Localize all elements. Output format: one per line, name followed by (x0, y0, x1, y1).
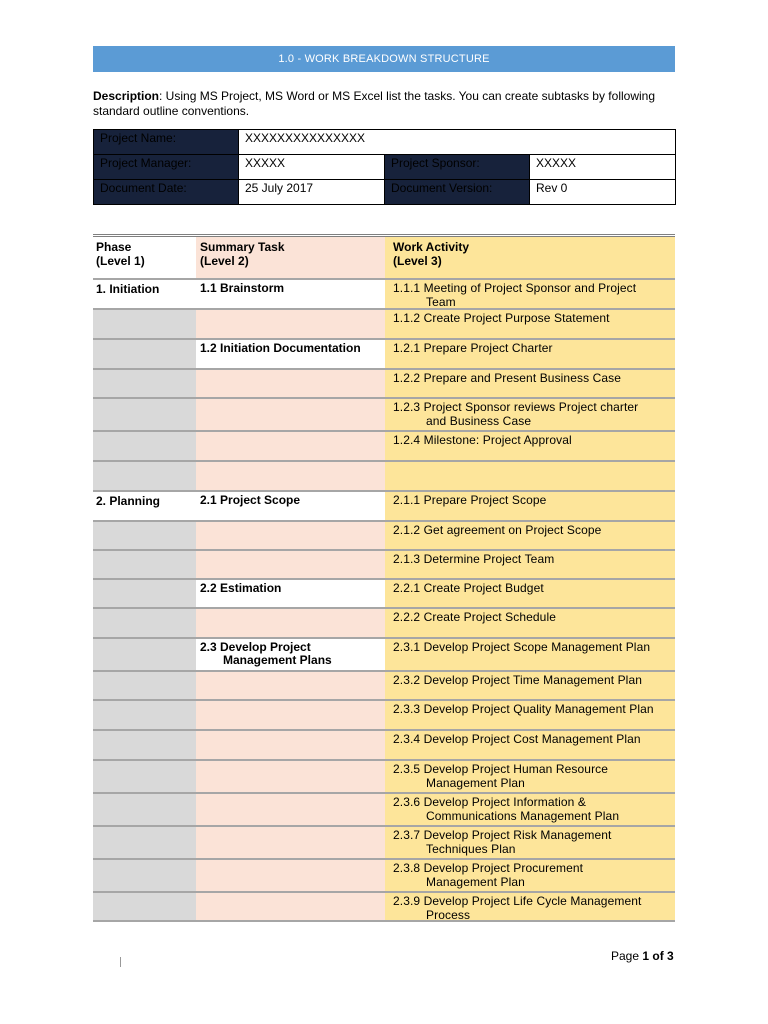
work-activity-cell (385, 551, 675, 578)
wbs-row (93, 607, 675, 637)
work-activity-cell (385, 731, 675, 759)
phase-cell (93, 794, 196, 825)
header-summary-line2: (Level 2) (200, 254, 249, 268)
work-activity-cell (385, 701, 675, 729)
wbs-row (93, 759, 675, 792)
summary-task-cell (196, 432, 385, 460)
phase-cell (93, 399, 196, 430)
wbs-row (93, 490, 675, 520)
description-paragraph (93, 89, 673, 118)
work-activity-text: Management Plan (426, 874, 525, 889)
phase-cell (93, 639, 196, 670)
summary-task-cell (196, 280, 385, 308)
work-activity-cell (385, 280, 675, 308)
wbs-row (93, 858, 675, 891)
summary-task-cell (196, 639, 385, 670)
phase-cell (93, 370, 196, 397)
page-number (611, 949, 674, 963)
work-activity-cell (385, 893, 675, 920)
work-activity-text: 2.3.4 Develop Project Cost Management Plan (393, 732, 641, 746)
work-activity-text: 2.2.2 Create Project Schedule (393, 610, 556, 624)
wbs-row (93, 520, 675, 549)
header-work-activity (385, 237, 675, 278)
summary-task-cell (196, 893, 385, 920)
wbs-row (93, 891, 675, 922)
summary-task-text: Management Plans (223, 653, 332, 667)
summary-task-cell (196, 462, 385, 490)
project-name-value: XXXXXXXXXXXXXXX (239, 130, 676, 155)
work-activity-text: Team (426, 294, 456, 309)
phase-cell (93, 893, 196, 920)
phase-cell (93, 701, 196, 729)
work-activity-text: Communications Management Plan (426, 808, 620, 823)
summary-task-text: 1.1 Brainstorm (200, 281, 285, 295)
work-activity-cell (385, 432, 675, 460)
document-title-bar: 1.0 - WORK BREAKDOWN STRUCTURE (93, 46, 675, 72)
header-phase (93, 237, 196, 278)
wbs-row (93, 825, 675, 858)
summary-task-cell (196, 701, 385, 729)
document-date-value: 25 July 2017 (239, 180, 385, 205)
work-activity-cell (385, 492, 675, 520)
work-activity-cell (385, 672, 675, 699)
work-activity-text: 1.2.2 Prepare and Present Business Case (393, 371, 622, 385)
wbs-header-row (93, 234, 675, 278)
work-activity-text: 1.2.4 Milestone: Project Approval (393, 433, 572, 447)
work-activity-cell (385, 340, 675, 368)
wbs-row (93, 278, 675, 308)
work-activity-text: Management Plan (426, 775, 525, 790)
work-activity-cell (385, 522, 675, 549)
project-manager-value: XXXXX (239, 155, 385, 180)
work-activity-text: 2.3.7 Develop Project Risk Management (393, 828, 612, 842)
phase-cell (93, 672, 196, 699)
wbs-row (93, 670, 675, 699)
work-activity-text: 1.2.1 Prepare Project Charter (393, 341, 553, 355)
wbs-row (93, 792, 675, 825)
work-activity-text: 2.2.1 Create Project Budget (393, 581, 544, 595)
wbs-row (93, 729, 675, 759)
wbs-row (93, 637, 675, 670)
header-summary-line1: Summary Task (200, 240, 285, 254)
work-activity-text: 2.3.6 Develop Project Information & (393, 795, 586, 809)
summary-task-cell (196, 794, 385, 825)
work-activity-text: 2.1.2 Get agreement on Project Scope (393, 523, 602, 537)
phase-cell: 1. Initiation (93, 280, 196, 308)
summary-task-cell (196, 310, 385, 338)
work-activity-text: 2.3.2 Develop Project Time Management Plan (393, 673, 642, 687)
summary-task-text: 2.3 Develop Project (200, 640, 311, 654)
work-activity-text: 2.3.3 Develop Project Quality Management Plan (393, 702, 654, 716)
work-activity-text: and Business Case (426, 413, 532, 428)
description-label: Description (93, 89, 160, 103)
project-sponsor-label: Project Sponsor: (385, 155, 530, 180)
wbs-row (93, 308, 675, 338)
phase-cell (93, 551, 196, 578)
header-phase-line1: Phase (96, 240, 132, 254)
phase-cell (93, 609, 196, 637)
work-activity-text: 2.1.3 Determine Project Team (393, 552, 555, 566)
header-summary-task (196, 237, 385, 278)
phase-cell: 2. Planning (93, 492, 196, 520)
work-activity-cell (385, 370, 675, 397)
header-phase-line2: (Level 1) (96, 254, 145, 268)
work-activity-text: 2.1.1 Prepare Project Scope (393, 493, 547, 507)
wbs-table (93, 234, 675, 922)
page-of: of (649, 949, 668, 963)
work-activity-text: 2.3.9 Develop Project Life Cycle Management (393, 894, 642, 908)
wbs-row (93, 430, 675, 460)
phase-cell (93, 462, 196, 490)
phase-cell (93, 432, 196, 460)
summary-task-cell (196, 340, 385, 368)
wbs-row (93, 368, 675, 397)
wbs-row (93, 549, 675, 578)
page-current: 1 (642, 949, 650, 963)
phase-cell (93, 761, 196, 792)
summary-task-cell (196, 370, 385, 397)
wbs-row (93, 338, 675, 368)
work-activity-cell (385, 639, 675, 670)
project-name-label: Project Name: (94, 130, 239, 155)
work-activity-cell (385, 399, 675, 430)
summary-task-cell (196, 551, 385, 578)
document-version-label: Document Version: (385, 180, 530, 205)
summary-task-cell (196, 672, 385, 699)
work-activity-cell (385, 580, 675, 607)
work-activity-text: 2.3.8 Develop Project Procurement (393, 861, 584, 875)
work-activity-text: 2.3.1 Develop Project Scope Management Plan (393, 640, 651, 654)
summary-task-text: 2.2 Estimation (200, 581, 282, 595)
project-info-table (93, 129, 676, 205)
wbs-row (93, 699, 675, 729)
phase-cell (93, 827, 196, 858)
work-activity-cell (385, 827, 675, 858)
summary-task-cell (196, 609, 385, 637)
wbs-row (93, 578, 675, 607)
work-activity-text: 2.3.5 Develop Project Human Resource (393, 762, 609, 776)
summary-task-cell (196, 492, 385, 520)
work-activity-text: 1.2.3 Project Sponsor reviews Project charter (393, 400, 639, 414)
work-activity-cell (385, 860, 675, 891)
phase-cell (93, 522, 196, 549)
summary-task-text: 2.1 Project Scope (200, 493, 301, 507)
summary-task-cell (196, 731, 385, 759)
page-total: 3 (667, 949, 674, 963)
phase-cell (93, 310, 196, 338)
summary-task-cell (196, 522, 385, 549)
phase-cell (93, 580, 196, 607)
phase-cell (93, 860, 196, 891)
header-work-line1: Work Activity (393, 240, 470, 254)
phase-cell (93, 340, 196, 368)
description-text: : Using MS Project, MS Word or MS Excel list the tasks. You can create subtasks by following standard outline conventions. (93, 89, 655, 118)
work-activity-cell (385, 609, 675, 637)
work-activity-cell (385, 761, 675, 792)
summary-task-cell (196, 860, 385, 891)
summary-task-cell (196, 399, 385, 430)
summary-task-text: 1.2 Initiation Documentation (200, 341, 361, 355)
work-activity-cell (385, 310, 675, 338)
work-activity-text: Techniques Plan (426, 841, 516, 856)
phase-cell (93, 731, 196, 759)
summary-task-cell (196, 761, 385, 792)
summary-task-cell (196, 827, 385, 858)
project-manager-label: Project Manager: (94, 155, 239, 180)
work-activity-cell (385, 794, 675, 825)
work-activity-cell (385, 462, 675, 490)
wbs-row (93, 460, 675, 490)
work-activity-text: Process (426, 907, 471, 922)
footer-divider (120, 957, 121, 967)
project-sponsor-value: XXXXX (530, 155, 676, 180)
header-work-line2: (Level 3) (393, 254, 442, 268)
document-version-value: Rev 0 (530, 180, 676, 205)
work-activity-text: 1.1.1 Meeting of Project Sponsor and Project (393, 281, 637, 295)
document-date-label: Document Date: (94, 180, 239, 205)
page-prefix: Page (611, 949, 643, 963)
work-activity-text: 1.1.2 Create Project Purpose Statement (393, 311, 610, 325)
wbs-row (93, 397, 675, 430)
summary-task-cell (196, 580, 385, 607)
